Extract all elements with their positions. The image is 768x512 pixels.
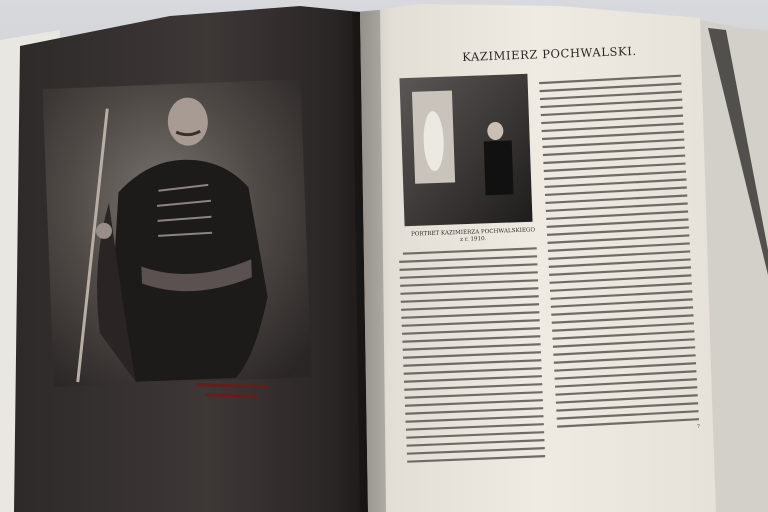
inset-painter-body: [484, 140, 514, 195]
portrait-plate: [42, 79, 311, 387]
page-heading: KAZIMIERZ POCHWALSKI.: [462, 43, 637, 64]
page-number: 7: [696, 423, 701, 431]
photo-caption-line2: z r. 1910.: [460, 236, 487, 243]
inset-photo: [399, 74, 532, 226]
photo-caption-line1: PORTRET KAZIMIERZA POCHWALSKIEGO: [410, 227, 536, 238]
